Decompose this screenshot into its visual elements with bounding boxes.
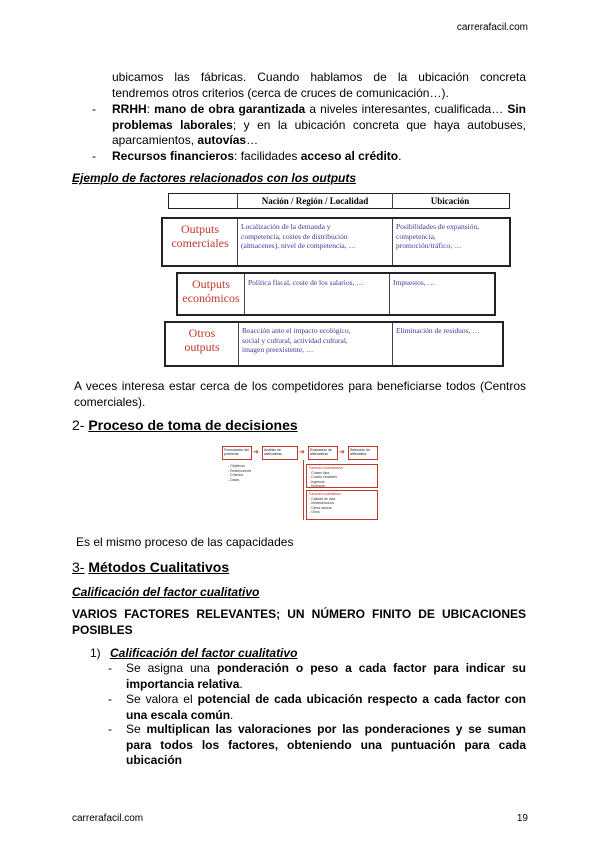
- outputs-col-1: Nación / Región / Localidad: [261, 196, 369, 206]
- section-2-title: Proceso de toma de decisiones: [88, 417, 298, 433]
- competitors-line-2: comerciales).: [74, 394, 146, 409]
- diagram-step-3: Evaluación de alternativas: [308, 446, 338, 460]
- caps-line-2: POSIBLES: [72, 622, 133, 637]
- caps-line-1: VARIOS FACTORES RELEVANTES; UN NÚMERO FINITO DE UBICACIONES: [72, 607, 526, 621]
- financial-text-1: : facilidades: [234, 149, 301, 163]
- diagram-notes-b: Factores cuantitativos - Costes fijos - Costes variables - Ingresos - Inversión: [309, 466, 344, 488]
- footer-site: carrerafacil.com: [72, 813, 144, 824]
- bullet-dash-rrhh: -: [92, 102, 96, 116]
- arrow-right-icon: ➔: [253, 449, 259, 456]
- rrhh-text-3: ; y en la ubicación concreta que haya autobuses,: [232, 117, 526, 132]
- qual-item-2: Se valora el potencial de cada ubicación respecto a cada factor con una escala común.: [126, 692, 527, 722]
- qualitative-heading: Calificación del factor cualitativo: [72, 585, 260, 599]
- diagram-step-4: Selección de alternativa: [348, 446, 378, 460]
- financial-label: Recursos financieros: [112, 149, 235, 163]
- outputs-col-2: Ubicación: [430, 196, 470, 206]
- financial-text-2: .: [398, 149, 402, 163]
- header-site: carrerafacil.com: [456, 22, 528, 33]
- rrhh-label: RRHH: [112, 102, 147, 116]
- diagram-step-1: Formulación del problema: [222, 446, 252, 460]
- arrow-right-icon: ➔: [339, 449, 345, 456]
- section-3-heading: [72, 559, 229, 575]
- diagram-notes-a: - Objetivos - Restricciones - Criterios - Datos: [228, 464, 252, 482]
- bullet-dash-financial: -: [92, 149, 96, 163]
- section-2-heading: [72, 417, 298, 433]
- row-comerciales-c2: Posibilidades de expansión, competencia, promoción/tráfico, …: [396, 222, 480, 250]
- rrhh-text-4: aparcamientos,: [112, 133, 198, 147]
- intro-line-2: tendremos otros criterios (cerca de cruces de comunicación…).: [112, 85, 449, 100]
- intro-line-1: ubicamos las fábricas. Cuando hablamos de la ubicación concreta: [112, 70, 526, 84]
- rrhh-text-5: …: [246, 133, 259, 147]
- section-3-title: Métodos Cualitativos: [88, 559, 230, 575]
- rrhh-bold-2: Sin: [507, 102, 526, 116]
- numbered-index: 1): [90, 646, 101, 660]
- diagram-step-2: Análisis de alternativas: [262, 446, 298, 460]
- section-2-number: 2-: [72, 417, 85, 433]
- qual-item-3: Se multiplican las valoraciones por las ponderaciones y se suman para todos los factores, obteniendo una puntuación para cada ubicación: [126, 722, 526, 767]
- diagram-notes-c: Factores cualitativos - Calidad de vida - Infraestructura - Clima laboral - Otros: [309, 492, 341, 514]
- dash-2: -: [108, 692, 112, 706]
- rrhh-text-1: :: [146, 102, 155, 116]
- competitors-line-1: A veces interesa estar cerca de los competidores para beneficiarse todos (Centros: [74, 379, 526, 393]
- same-process-text: Es el mismo proceso de las capacidades: [76, 535, 294, 549]
- outputs-heading: Ejemplo de factores relacionados con los outputs: [72, 171, 357, 185]
- bullet-financial: [112, 149, 526, 165]
- page-number: 19: [516, 813, 528, 824]
- dash-1: -: [108, 661, 112, 675]
- section-3-number: 3-: [72, 559, 85, 575]
- rrhh-bold-1: mano de obra garantizada: [154, 102, 306, 116]
- row-economicos-c1: Política fiscal, coste de los salarios, …: [248, 278, 364, 287]
- dash-3: -: [108, 722, 112, 736]
- qual-item-1: Se asigna una ponderación o peso a cada factor para indicar su importancia relativa.: [126, 661, 527, 691]
- intro-paragraph: [112, 70, 526, 101]
- row-label-economicos: Outputs económicos: [182, 277, 240, 305]
- arrow-right-icon: ➔: [299, 449, 305, 456]
- row-otros-c1: Reacción ante el impacto ecológico, social y cultural, actividad cultural, imagen preexistente, …: [242, 326, 351, 354]
- competitors-paragraph: [74, 379, 526, 410]
- caps-paragraph: [72, 607, 526, 638]
- numbered-heading: [90, 646, 297, 660]
- financial-bold-1: acceso al crédito: [300, 149, 399, 163]
- row-otros-c2: Eliminación de residuos, …: [396, 326, 480, 335]
- row-economicos-c2: Impuestos, …: [393, 278, 436, 287]
- rrhh-bold-3: problemas laborales: [112, 117, 233, 132]
- rrhh-bold-4: autovías: [197, 133, 247, 147]
- row-label-otros: Otros outputs: [184, 326, 220, 354]
- row-comerciales-c1: Localización de la demanda y competencia, costes de distribución (almacenes), nivel de competencia, …: [241, 222, 356, 250]
- rrhh-text-2: a niveles interesantes, cualificada…: [305, 102, 508, 116]
- bullet-rrhh: [112, 102, 526, 149]
- numbered-title: Calificación del factor cualitativo: [110, 646, 298, 660]
- row-label-comerciales: Outputs comerciales: [171, 222, 229, 250]
